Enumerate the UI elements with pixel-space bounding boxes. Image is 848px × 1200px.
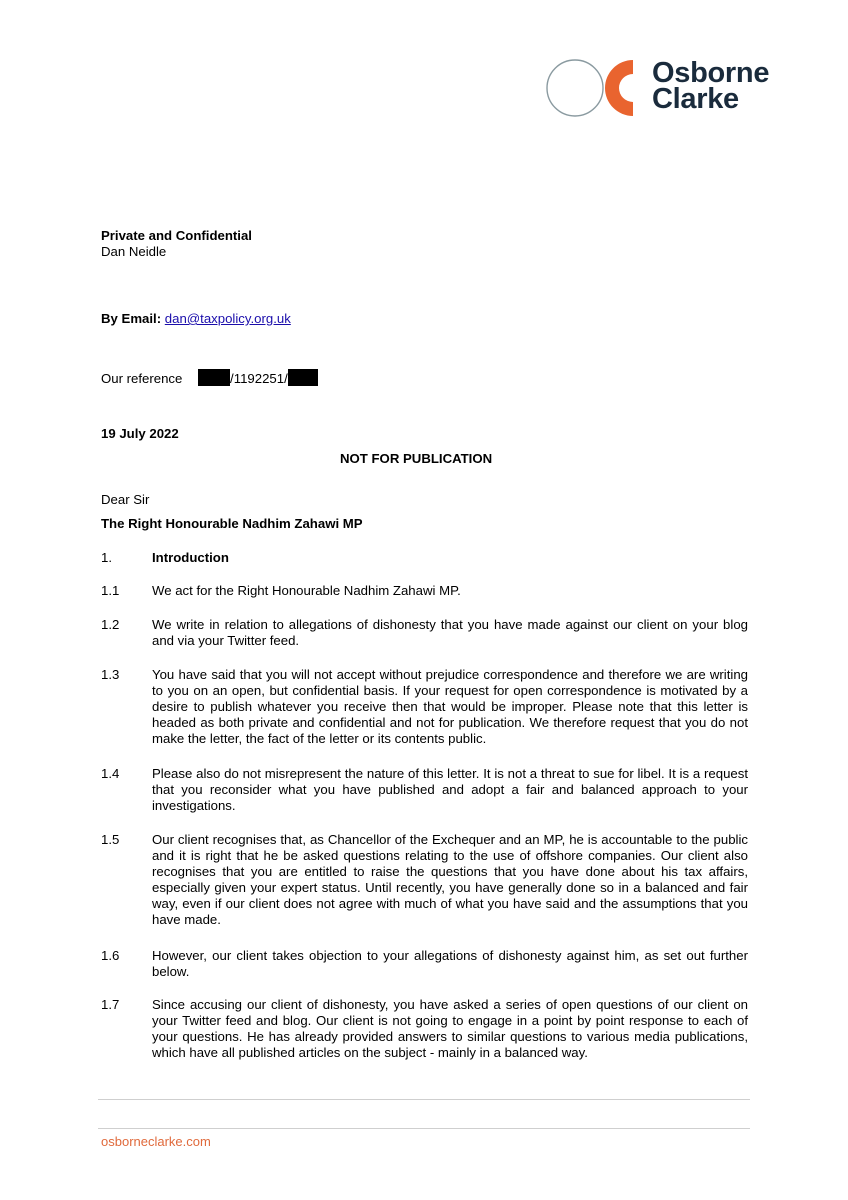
section-number: 1. <box>101 550 112 565</box>
recipient-name: Dan Neidle <box>101 244 167 259</box>
paragraph-number: 1.2 <box>101 617 120 632</box>
paragraph-text: However, our client takes objection to your allegations of dishonesty against him, as set out further below. <box>152 948 748 979</box>
paragraph-text: You have said that you will not accept without prejudice correspondence and therefore we are writing to you on an open, but confidential basis. If your request for open correspondence is motivated by a desire to publish whatever you receive then that would be improper. Please note that this letter is headed as both private and confidential and not for publication. We therefore request that you do not make the letter, the fact of the letter or its contents public. <box>152 667 748 746</box>
reference-number: /1192251/ <box>230 371 288 386</box>
salutation: Dear Sir <box>101 492 150 507</box>
letter-date: 19 July 2022 <box>101 426 179 441</box>
reference-line <box>101 369 318 387</box>
footer-divider <box>98 1099 750 1100</box>
paragraph-number: 1.5 <box>101 832 120 847</box>
paragraph-number: 1.7 <box>101 997 120 1012</box>
paragraph-number: 1.6 <box>101 948 120 963</box>
footer-website: osborneclarke.com <box>101 1134 211 1149</box>
email-line <box>101 311 291 327</box>
email-label: By Email: <box>101 311 162 326</box>
publication-notice: NOT FOR PUBLICATION <box>340 451 493 466</box>
paragraph-text: We act for the Right Honourable Nadhim Zahawi MP. <box>152 583 461 598</box>
section-title: Introduction <box>152 550 229 565</box>
paragraph-number: 1.1 <box>101 583 120 598</box>
footer-divider <box>98 1128 750 1129</box>
logo-line-2: Clarke <box>652 83 739 115</box>
logo-wordmark <box>652 57 770 115</box>
paragraph-text: Since accusing our client of dishonesty, you have asked a series of open questions of our client on your Twitter feed and blog. Our client is not going to engage in a point by point response to each of your questions. He has already provided answers to similar questions to various media publications, which have all published articles on the subject - mainly in a balanced way. <box>152 997 748 1060</box>
logo-mark-icon <box>545 58 645 120</box>
reference-label: Our reference <box>101 371 183 386</box>
paragraph-text: We write in relation to allegations of dishonesty that you have made against our client on your blog and via your Twitter feed. <box>152 617 748 648</box>
paragraph-number: 1.3 <box>101 667 120 682</box>
paragraph-number: 1.4 <box>101 766 120 781</box>
letter-subject: The Right Honourable Nadhim Zahawi MP <box>101 516 363 531</box>
paragraph-text: Please also do not misrepresent the nature of this letter. It is not a threat to sue for libel. It is a request that you reconsider what you have published and adopt a fair and balanced approach to your investigations. <box>152 766 748 813</box>
redaction-block <box>198 369 230 386</box>
paragraph-text: Our client recognises that, as Chancellor of the Exchequer and an MP, he is accountable to the public and it is right that he be asked questions relating to the use of offshore companies. Our client also recognises that you are entitled to raise the questions that you have done about his tax affairs, especially given your expert status. Until recently, you have generally done so in a balanced and fair way, even if our client does not agree with much of what you have said and the assumptions that you have made. <box>152 832 748 927</box>
osborne-clarke-logo <box>545 58 795 120</box>
redaction-block <box>288 369 318 386</box>
logo-line-1: Osborne <box>652 57 770 89</box>
classification-label: Private and Confidential <box>101 228 252 243</box>
email-link[interactable]: dan@taxpolicy.org.uk <box>164 311 291 326</box>
